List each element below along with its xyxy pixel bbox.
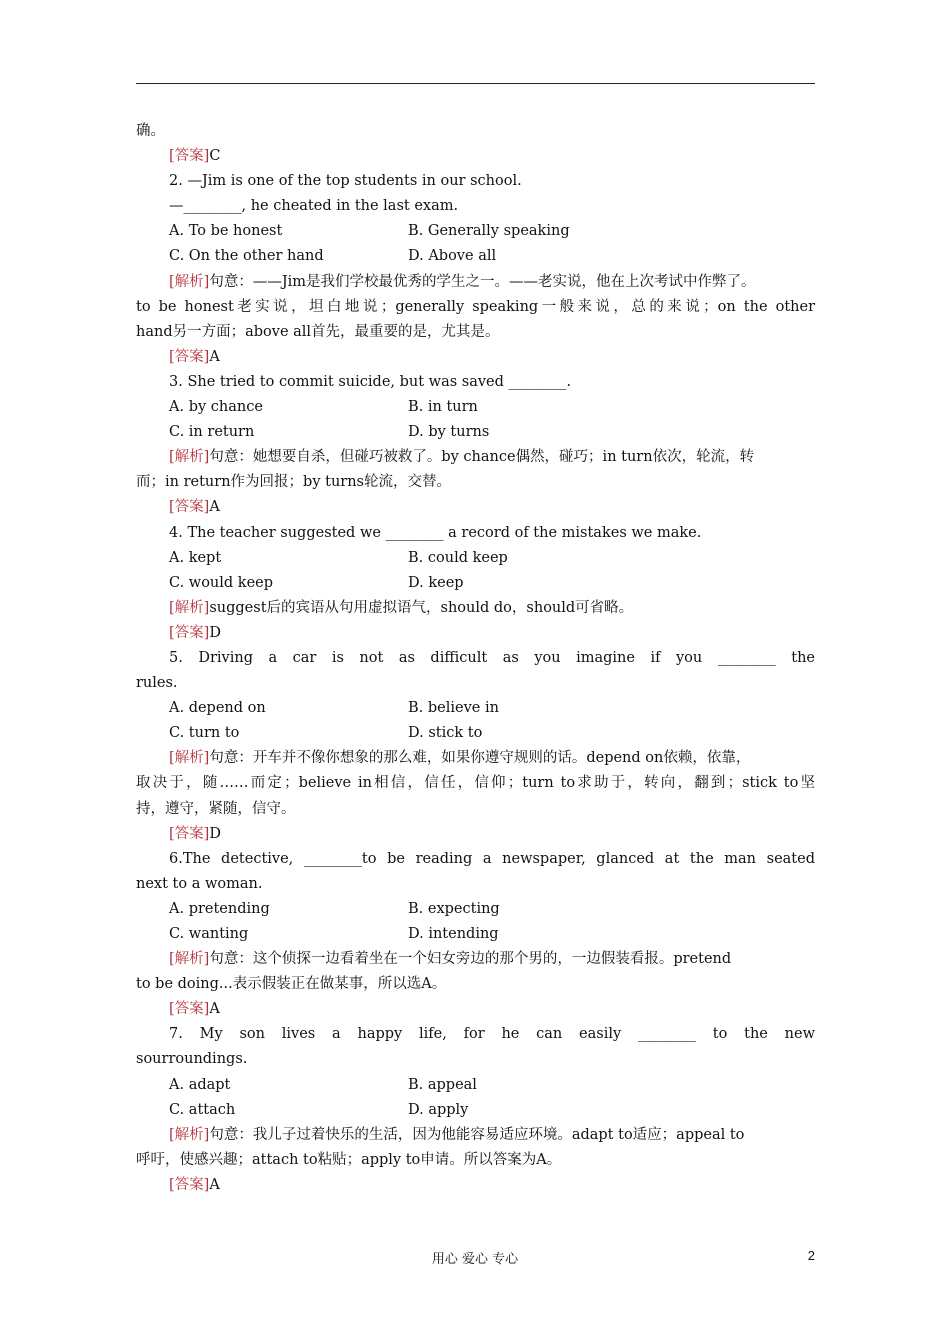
- analysis-text: 句意：——Jim是我们学校最优秀的学生之一。——老实说，他在上次考试中作弊了。: [209, 273, 756, 290]
- option-d: D. keep: [408, 574, 464, 591]
- answer-letter: A: [209, 499, 220, 516]
- option-a: A. by chance: [169, 399, 263, 416]
- answer-tag: [答案]: [169, 1176, 210, 1193]
- option-c: C. turn to: [169, 725, 240, 742]
- options-row: [136, 922, 815, 947]
- question-6-cont: next to a woman.: [136, 875, 263, 892]
- options-row: [136, 395, 815, 420]
- answer-line: [136, 1173, 815, 1198]
- option-d: D. apply: [408, 1101, 469, 1118]
- analysis-tag: [解析]: [169, 750, 210, 767]
- answer-letter: A: [209, 1176, 220, 1193]
- page-footer: [0, 1248, 950, 1268]
- option-a: A. depend on: [169, 700, 266, 717]
- answer-letter: C: [209, 148, 221, 165]
- answer-tag: [答案]: [169, 825, 210, 842]
- answer-letter: A: [209, 348, 220, 365]
- answer-line: [136, 345, 815, 370]
- analysis-line: to be honest老实说，坦白地说；generally speaking一般来说，总的来说；on the other: [136, 298, 815, 315]
- option-c: C. attach: [169, 1101, 236, 1118]
- option-b: B. could keep: [408, 549, 508, 566]
- option-b: B. expecting: [408, 900, 500, 917]
- option-c: C. in return: [169, 424, 255, 441]
- option-c: C. would keep: [169, 574, 274, 591]
- question-3: 3. She tried to commit suicide, but was saved ________.: [169, 373, 572, 390]
- analysis-text: 句意：开车并不像你想象的那么难，如果你遵守规则的话。depend on依赖，依靠，: [209, 750, 751, 767]
- question-4: 4. The teacher suggested we ________ a record of the mistakes we make.: [169, 524, 702, 541]
- header-rule: [136, 83, 815, 84]
- option-d: D. Above all: [408, 248, 497, 265]
- analysis-tag: [解析]: [169, 951, 210, 968]
- footer-text: 用心 爱心 专心: [431, 1252, 519, 1267]
- answer-letter: D: [209, 624, 221, 641]
- options-row: [136, 696, 815, 721]
- analysis-line: [136, 947, 815, 972]
- options-row: [136, 897, 815, 922]
- question-2-reply: —________, he cheated in the last exam.: [169, 198, 459, 215]
- options-row: [136, 571, 815, 596]
- answer-tag: [答案]: [169, 148, 210, 165]
- option-b: B. appeal: [408, 1076, 477, 1093]
- analysis-text: suggest后的宾语从句用虚拟语气，should do，should可省略。: [209, 599, 634, 616]
- analysis-line: hand另一方面；above all首先，最重要的是，尤其是。: [136, 323, 500, 340]
- analysis-line: 呼吁，使感兴趣；attach to粘贴；apply to申请。所以答案为A。: [136, 1151, 562, 1168]
- option-b: B. Generally speaking: [408, 223, 570, 240]
- analysis-text: 句意：她想要自杀，但碰巧被救了。by chance偶然，碰巧；in turn依次，轮流，转: [209, 449, 755, 466]
- analysis-line: to be doing...表示假装正在做某事，所以选A。: [136, 976, 447, 993]
- option-a: A. To be honest: [169, 223, 283, 240]
- answer-line: [136, 822, 815, 847]
- text-line: 确。: [136, 123, 165, 139]
- answer-tag: [答案]: [169, 348, 210, 365]
- analysis-tag: [解析]: [169, 599, 210, 616]
- analysis-line: [136, 445, 815, 470]
- option-c: C. wanting: [169, 926, 249, 942]
- page-number: 2: [807, 1248, 815, 1263]
- question-6: 6.The detective, ________to be reading a newspaper, glanced at the man seated: [169, 850, 815, 867]
- answer-line: [136, 144, 815, 169]
- options-row: [136, 1073, 815, 1098]
- options-row: [136, 420, 815, 445]
- options-row: [136, 219, 815, 244]
- answer-line: [136, 621, 815, 646]
- analysis-tag: [解析]: [169, 1126, 210, 1143]
- option-a: A. adapt: [169, 1076, 231, 1093]
- answer-tag: [答案]: [169, 1001, 210, 1018]
- answer-tag: [答案]: [169, 499, 210, 516]
- option-d: D. by turns: [408, 424, 490, 441]
- options-row: [136, 721, 815, 746]
- question-5: 5. Driving a car is not as difficult as you imagine if you ________ the: [169, 649, 815, 666]
- analysis-line: [136, 746, 815, 771]
- option-c: C. On the other hand: [169, 248, 324, 265]
- analysis-line: 而；in return作为回报；by turns轮流，交替。: [136, 474, 451, 491]
- question-7: 7. My son lives a happy life, for he can easily ________ to the new: [169, 1026, 815, 1043]
- options-row: [136, 1098, 815, 1123]
- question-5-cont: rules.: [136, 675, 178, 692]
- options-row: [136, 244, 815, 269]
- answer-letter: A: [209, 1001, 220, 1018]
- options-row: [136, 546, 815, 571]
- analysis-line: [136, 1123, 815, 1148]
- option-a: A. kept: [169, 549, 222, 566]
- answer-line: [136, 997, 815, 1022]
- question-7-cont: sourroundings.: [136, 1051, 248, 1068]
- option-b: B. believe in: [408, 700, 499, 717]
- analysis-line: [136, 270, 815, 295]
- answer-line: [136, 495, 815, 520]
- analysis-tag: [解析]: [169, 449, 210, 466]
- document-body: [136, 119, 815, 1198]
- question-2: 2. —Jim is one of the top students in our school.: [169, 173, 522, 190]
- analysis-line: 取决于，随……而定；believe in相信，信任，信仰；turn to求助于，转向，翻到；stick to坚: [136, 775, 815, 792]
- answer-letter: D: [209, 825, 221, 842]
- option-b: B. in turn: [408, 399, 478, 416]
- option-d: D. stick to: [408, 725, 483, 742]
- analysis-line: 持，遵守，紧随，信守。: [136, 800, 296, 817]
- option-d: D. intending: [408, 926, 499, 942]
- analysis-text: 句意：这个侦探一边看着坐在一个妇女旁边的那个男的，一边假装看报。pretend: [209, 951, 732, 968]
- option-a: A. pretending: [169, 900, 270, 917]
- answer-tag: [答案]: [169, 624, 210, 641]
- analysis-tag: [解析]: [169, 273, 210, 290]
- analysis-line: [136, 596, 815, 621]
- analysis-text: 句意：我儿子过着快乐的生活，因为他能容易适应环境。adapt to适应；appeal to: [209, 1126, 745, 1143]
